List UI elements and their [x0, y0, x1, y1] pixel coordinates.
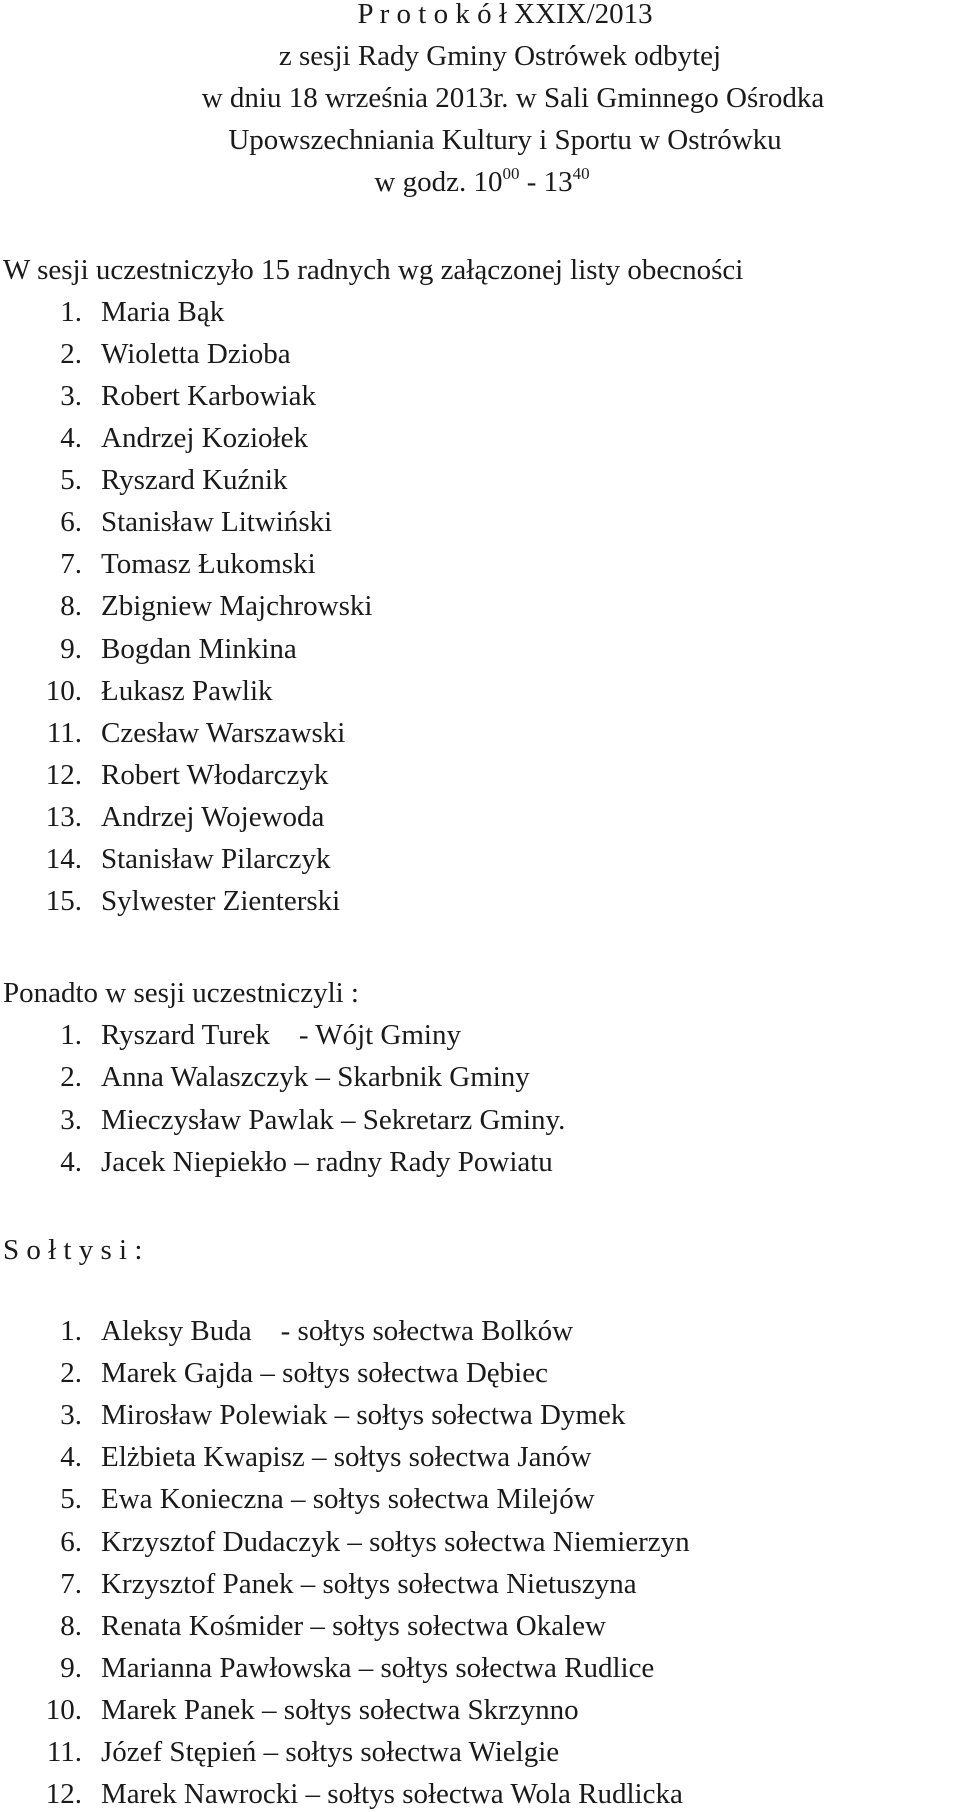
list-item-text: Ryszard Turek - Wójt Gminy: [101, 1019, 461, 1051]
list-item-number: 1.: [60, 1019, 82, 1051]
list-item-text: Zbigniew Majchrowski: [101, 590, 373, 623]
list-item-number: 9.: [60, 1651, 82, 1684]
list-item-number: 3.: [60, 1399, 82, 1432]
list-item-text: Ryszard Kuźnik: [101, 464, 288, 497]
list-item-number: 8.: [60, 1609, 82, 1642]
session-line: z sesji Rady Gminy Ostrówek odbytej: [278, 40, 722, 72]
list-item-text: Mirosław Polewiak – sołtys sołectwa Dymek: [101, 1399, 626, 1432]
list-item-text: Mieczysław Pawlak – Sekretarz Gminy.: [101, 1103, 566, 1136]
list-item-text: Marek Gajda – sołtys sołectwa Dębiec: [101, 1357, 548, 1390]
list-item-text: Aleksy Buda - sołtys sołectwa Bolków: [101, 1315, 574, 1347]
list-item-text: Robert Karbowiak: [101, 380, 317, 413]
list-item-number: 10.: [45, 1693, 82, 1726]
time-line: [0, 164, 960, 198]
list-item-text: Stanisław Litwiński: [101, 506, 333, 539]
list-item-number: 4.: [60, 1441, 82, 1474]
time-start-minutes: 00: [502, 164, 520, 183]
list-item-text: Bogdan Minkina: [101, 632, 297, 665]
list-item-text: Anna Walaszczyk – Skarbnik Gminy: [101, 1061, 530, 1094]
list-item-text: Sylwester Zienterski: [101, 884, 341, 917]
list-item-text: Wioletta Dzioba: [101, 338, 291, 371]
list-item-number: 12.: [45, 758, 82, 791]
list-item-number: 11.: [46, 716, 82, 749]
list-item-number: 12.: [45, 1778, 82, 1811]
list-item-text: Krzysztof Panek – sołtys sołectwa Nietuszyna: [101, 1567, 637, 1600]
list-item-text: Krzysztof Dudaczyk – sołtys sołectwa Niemierzyn: [101, 1525, 690, 1558]
list-item-text: Renata Kośmider – sołtys sołectwa Okalew: [101, 1609, 606, 1642]
place-line: Upowszechniania Kultury i Sportu w Ostrówku: [228, 124, 782, 156]
list-item-text: Stanisław Pilarczyk: [101, 842, 331, 875]
list-item-text: Tomasz Łukomski: [101, 548, 316, 581]
soltysi-heading: S o ł t y s i :: [3, 1234, 143, 1266]
list-item-number: 8.: [60, 590, 82, 623]
list-item-number: 15.: [45, 884, 82, 917]
list-item-number: 2.: [60, 1357, 82, 1390]
protocol-title: P r o t o k ó ł XXIX/2013: [357, 0, 653, 30]
list-item-text: Józef Stępień – sołtys sołectwa Wielgie: [101, 1736, 560, 1768]
list-item-number: 14.: [45, 842, 82, 875]
list-item-text: Ewa Konieczna – sołtys sołectwa Milejów: [101, 1483, 595, 1516]
list-item-number: 2.: [60, 338, 82, 371]
list-item-number: 7.: [60, 548, 82, 581]
list-item-number: 13.: [45, 800, 82, 833]
list-item-number: 5.: [60, 464, 82, 497]
list-item-text: Maria Bąk: [101, 296, 225, 328]
time-end-minutes: 40: [572, 164, 590, 183]
list-item-number: 1.: [60, 1315, 82, 1347]
list-item-text: Jacek Niepiekło – radny Rady Powiatu: [101, 1145, 553, 1178]
attendance-intro: W sesji uczestniczyło 15 radnych wg załączonej listy obecności: [3, 254, 744, 286]
list-item-text: Czesław Warszawski: [101, 716, 346, 749]
list-item-text: Marek Nawrocki – sołtys sołectwa Wola Rudlicka: [101, 1778, 683, 1811]
list-item-text: Elżbieta Kwapisz – sołtys sołectwa Janów: [101, 1441, 592, 1474]
list-item-number: 6.: [60, 506, 82, 539]
list-item-number: 11.: [46, 1736, 82, 1768]
time-separator: - 13: [519, 166, 573, 198]
list-item-number: 4.: [60, 1145, 82, 1178]
list-item-text: Robert Włodarczyk: [101, 758, 329, 791]
list-item-number: 10.: [45, 674, 82, 707]
list-item-number: 2.: [60, 1061, 82, 1094]
time-prefix: w godz. 10: [374, 166, 503, 198]
date-place-line: w dniu 18 września 2013r. w Sali Gminnego Ośrodka: [201, 82, 825, 114]
list-item-text: Andrzej Wojewoda: [101, 800, 325, 833]
list-item-number: 1.: [60, 296, 82, 328]
list-item-number: 6.: [60, 1525, 82, 1558]
list-item-text: Andrzej Koziołek: [101, 422, 308, 455]
list-item-number: 7.: [60, 1567, 82, 1600]
list-item-number: 4.: [60, 422, 82, 455]
list-item-text: Łukasz Pawlik: [101, 674, 273, 707]
others-heading: Ponadto w sesji uczestniczyli :: [3, 977, 359, 1009]
list-item-number: 5.: [60, 1483, 82, 1516]
list-item-text: Marek Panek – sołtys sołectwa Skrzynno: [101, 1693, 579, 1726]
list-item-number: 3.: [60, 380, 82, 413]
list-item-text: Marianna Pawłowska – sołtys sołectwa Rudlice: [101, 1651, 655, 1684]
list-item-number: 3.: [60, 1103, 82, 1136]
list-item-number: 9.: [60, 632, 82, 665]
